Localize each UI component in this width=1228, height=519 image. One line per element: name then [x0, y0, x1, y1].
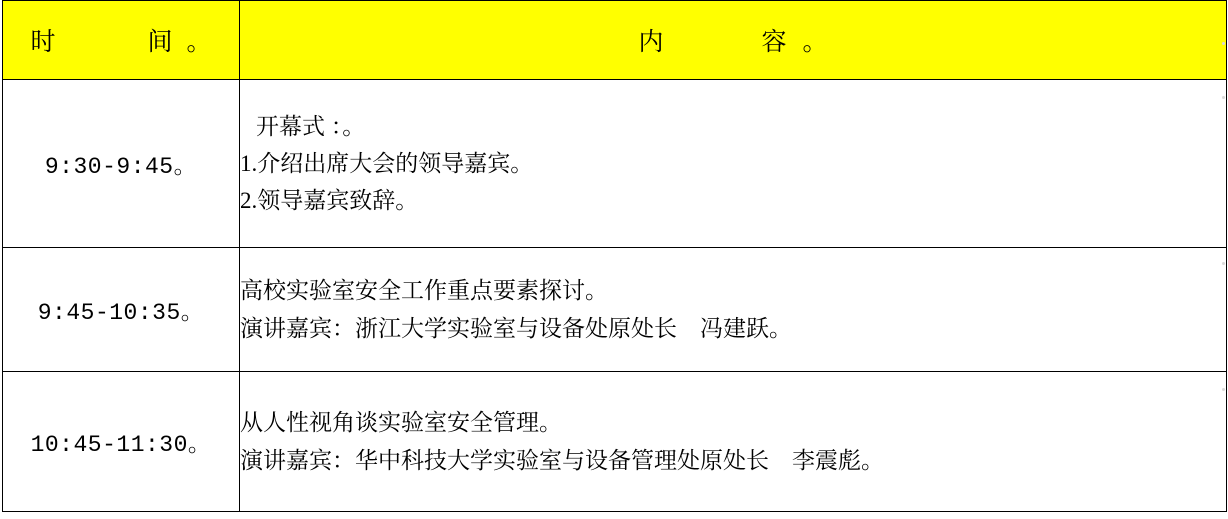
- content-line: 2.领导嘉宾致辞。: [240, 188, 419, 214]
- content-line: 演讲嘉宾：华中科技大学实验室与设备管理处原处长 李震彪。: [240, 447, 884, 473]
- header-row: [3, 1, 1227, 80]
- header-label-content: 内 容。: [638, 29, 844, 56]
- content-line: 高校实验室安全工作重点要素探讨。: [240, 278, 608, 304]
- content-line: 1.介绍出席大会的领导嘉宾。: [240, 150, 534, 176]
- table-row: [3, 248, 1227, 372]
- content-line: 演讲嘉宾：浙江大学实验室与设备处原处长 冯建跃。: [240, 315, 792, 341]
- scan-artifact-dot: [1222, 42, 1225, 45]
- cell-content: [240, 372, 1227, 512]
- scan-artifact-dot: [1222, 96, 1225, 99]
- schedule-table: [2, 0, 1227, 512]
- content-line: 开幕式 ：。: [256, 113, 366, 139]
- cell-time: 10:45-11:30。: [3, 372, 240, 512]
- header-cell-time: [3, 1, 240, 80]
- cell-content: [240, 80, 1227, 248]
- cell-time: 9:30-9:45。: [3, 80, 240, 248]
- header-cell-content: [240, 1, 1227, 80]
- table-row: [3, 80, 1227, 248]
- header-label-time: 时 间。: [30, 29, 226, 56]
- table-row: [3, 372, 1227, 512]
- content-line: 从人性视角谈实验室安全管理。: [240, 410, 562, 436]
- scan-artifact-dot: [1222, 262, 1225, 265]
- table-body: [3, 80, 1227, 512]
- table-header: [3, 1, 1227, 80]
- scan-artifact-dot: [1222, 388, 1225, 391]
- cell-content: [240, 248, 1227, 372]
- cell-time: 9:45-10:35。: [3, 248, 240, 372]
